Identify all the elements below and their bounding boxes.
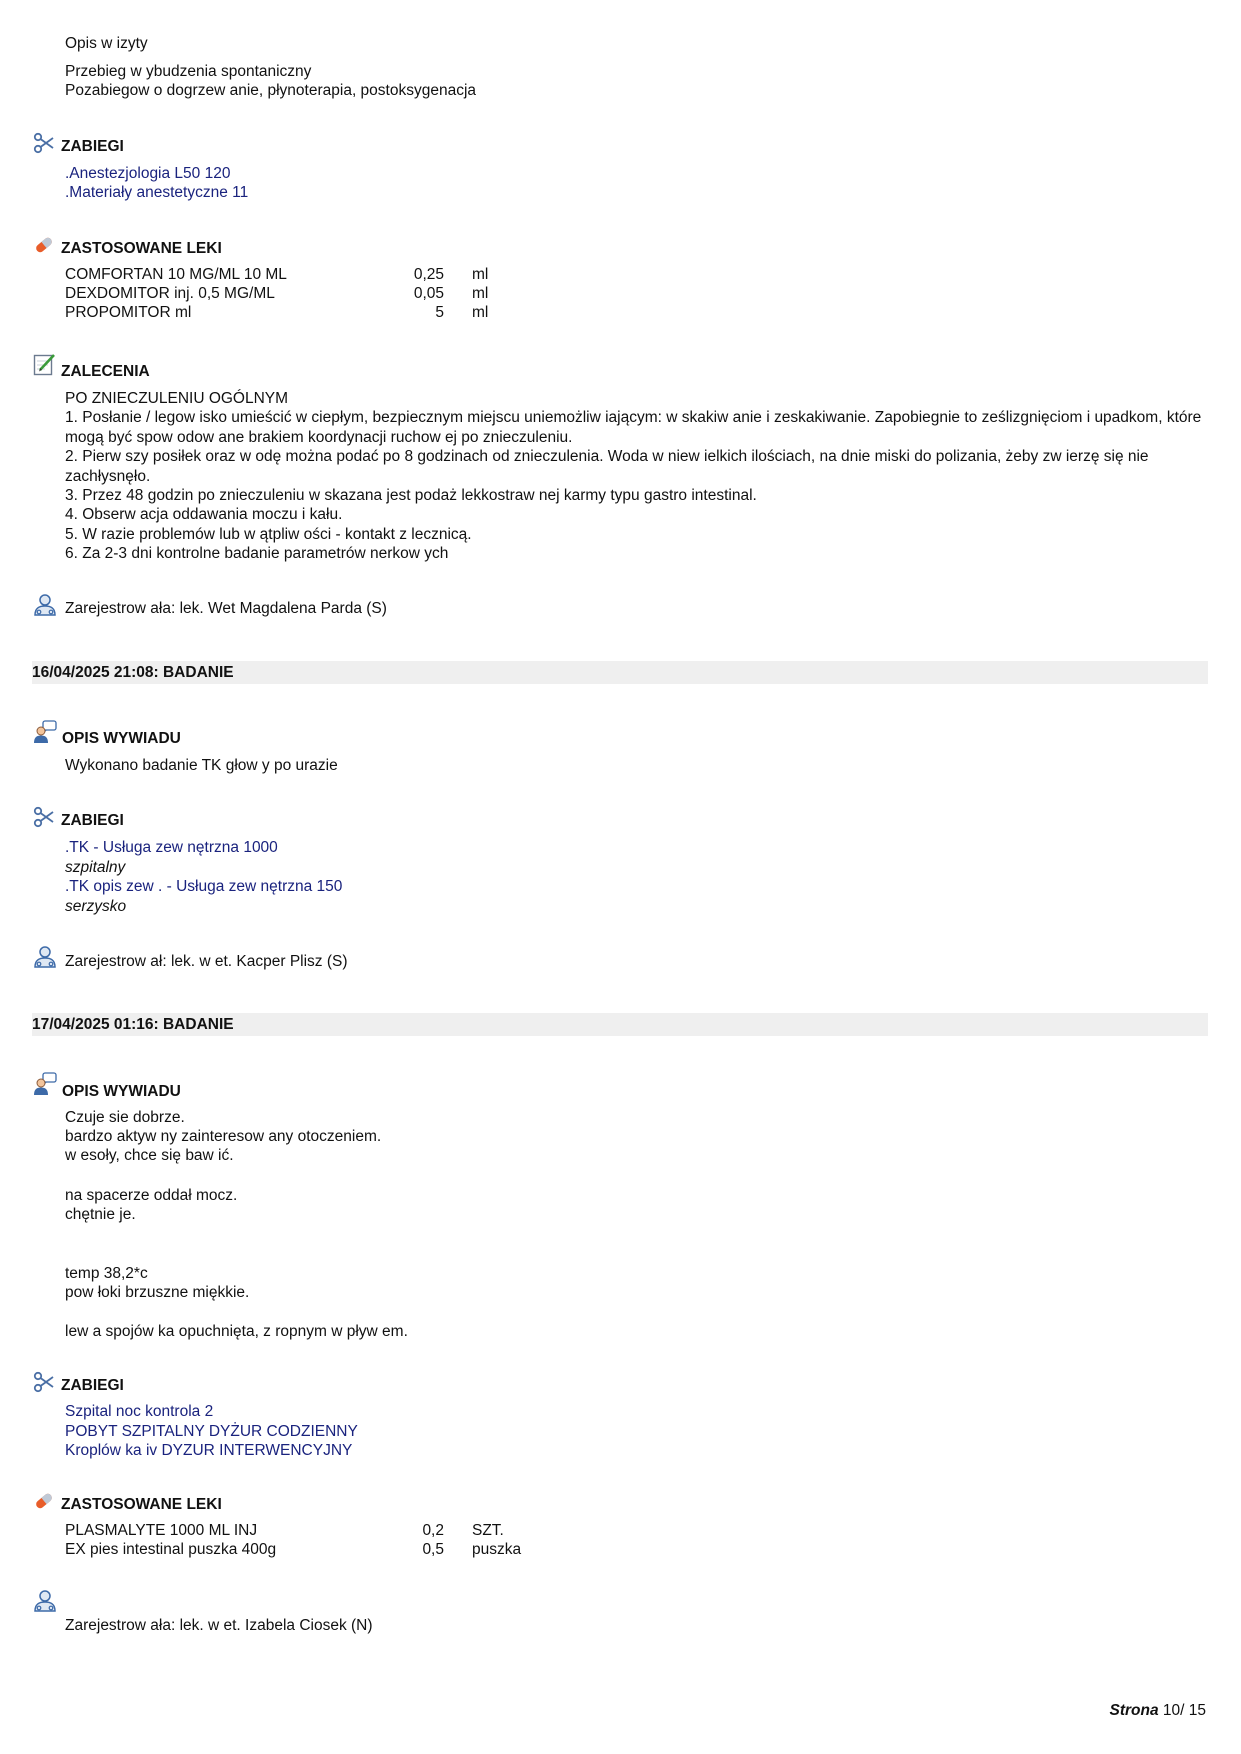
visit-description-line: Przebieg w ybudzenia spontaniczny [65, 63, 312, 80]
interview-line: Wykonano badanie TK głow y po urazie [65, 757, 338, 774]
medication-qty: 0,05 [413, 285, 444, 302]
interview-line: lew a spojów ka opuchnięta, z ropnym w pływ em. [65, 1323, 408, 1340]
procedure-item: .TK - Usługa zew nętrzna 1000 [65, 839, 278, 856]
recommendation-item: 4. Obserw acja oddawania moczu i kału. [65, 506, 343, 523]
interview-line: Czuje sie dobrze. [65, 1109, 185, 1126]
procedure-item: .TK opis zew . - Usługa zew nętrzna 150 [65, 878, 343, 895]
medication-row [65, 1540, 665, 1559]
medication-unit: SZT. [472, 1522, 504, 1539]
page-label: Strona [1109, 1702, 1159, 1719]
medication-qty: 0,5 [422, 1541, 444, 1558]
doctor-icon [33, 945, 57, 969]
visit-header-band [32, 1013, 1208, 1036]
scissors-icon [33, 132, 55, 154]
medication-name: DEXDOMITOR inj. 0,5 MG/ML [65, 285, 275, 302]
medication-qty: 5 [435, 304, 444, 321]
interview-line: pow łoki brzuszne miękkie. [65, 1284, 250, 1301]
medication-qty: 0,2 [422, 1522, 444, 1539]
scissors-icon [33, 1371, 55, 1393]
section-title-wywiad: OPIS WYWIADU [62, 1083, 181, 1100]
medication-name: PROPOMITOR ml [65, 304, 192, 321]
page-number: 10/ 15 [1162, 1702, 1206, 1719]
scissors-icon [33, 806, 55, 828]
medication-row [65, 1521, 665, 1540]
page-footer [1109, 1702, 1206, 1720]
registered-by: Zarejestrow ała: lek. w et. Izabela Ciosek (N) [65, 1617, 373, 1634]
interview-line: w esoły, chce się baw ić. [65, 1147, 234, 1164]
medication-unit: puszka [472, 1541, 522, 1558]
section-title-zalecenia: ZALECENIA [61, 363, 150, 380]
recommendation-heading: PO ZNIECZULENIU OGÓLNYM [65, 390, 289, 407]
registered-by: Zarejestrow ał: lek. w et. Kacper Plisz (S) [65, 953, 348, 970]
section-title-zabiegi: ZABIEGI [61, 138, 124, 155]
procedure-item: .Materiały anestetyczne 11 [65, 184, 249, 201]
procedure-item: Kroplów ka iv DYZUR INTERWENCYJNY [65, 1442, 353, 1459]
doctor-icon [33, 1589, 57, 1613]
section-title-leki: ZASTOSOWANE LEKI [61, 1496, 222, 1513]
interview-line: bardzo aktyw ny zainteresow any otoczeniem. [65, 1128, 382, 1145]
visit-header-band [32, 661, 1208, 684]
section-title-zabiegi: ZABIEGI [61, 812, 124, 829]
procedure-note: serzysko [65, 898, 127, 915]
medication-unit: ml [472, 285, 489, 302]
section-title-wywiad: OPIS WYWIADU [62, 730, 181, 747]
medication-unit: ml [472, 266, 489, 283]
procedure-note: szpitalny [65, 859, 126, 876]
visit-description-line: Pozabiegow o dogrzew anie, płynoterapia, postoksygenacja [65, 82, 477, 99]
medication-row [65, 303, 665, 322]
procedure-item: Szpital noc kontrola 2 [65, 1403, 214, 1420]
section-title-zabiegi: ZABIEGI [61, 1377, 124, 1394]
section-title-leki: ZASTOSOWANE LEKI [61, 240, 222, 257]
registered-by: Zarejestrow ała: lek. Wet Magdalena Parda (S) [65, 600, 387, 617]
medication-name: PLASMALYTE 1000 ML INJ [65, 1522, 258, 1539]
visit-description-label: Opis w izyty [65, 35, 148, 52]
doctor-icon [33, 593, 57, 617]
procedure-item: POBYT SZPITALNY DYŻUR CODZIENNY [65, 1423, 358, 1440]
medication-name: COMFORTAN 10 MG/ML 10 ML [65, 266, 287, 283]
interview-line: temp 38,2*c [65, 1265, 148, 1282]
interview-line: na spacerze oddał mocz. [65, 1187, 238, 1204]
medication-row [65, 265, 665, 284]
recommendation-item: 5. W razie problemów lub w ątpliw ości - kontakt z lecznicą. [65, 526, 472, 543]
medication-unit: ml [472, 304, 489, 321]
interview-line: chętnie je. [65, 1206, 136, 1223]
interview-icon [33, 1072, 57, 1096]
medication-qty: 0,25 [413, 266, 444, 283]
pill-icon [33, 1490, 55, 1512]
medication-row [65, 284, 665, 303]
visit-header: 16/04/2025 21:08: BADANIE [32, 664, 234, 681]
visit-header: 17/04/2025 01:16: BADANIE [32, 1016, 234, 1033]
interview-icon [33, 720, 57, 744]
recommendation-item: 2. Pierw szy posiłek oraz w odę można podać po 8 godzinach od znieczulenia. Woda w niew ielkich ilościach, na dnie miski do polizania, żeby zw ierzę się nie zachłysnęło. [65, 448, 1149, 485]
medication-name: EX pies intestinal puszka 400g [65, 1541, 277, 1558]
recommendation-item: 1. Posłanie / legow isko umieścić w ciepłym, bezpiecznym miejscu uniemożliw iającym: w skakiw anie i zeskakiwanie. Zapobiegnie to ześlizgnięciom i upadkom, które mogą być spow odow ane brakiem koordynacji ruchow ej po znieczuleniu. [65, 409, 1202, 446]
recommendation-item: 3. Przez 48 godzin po znieczuleniu w skazana jest podaż lekkostraw nej karmy typu gastro intestinal. [65, 487, 757, 504]
pill-icon [33, 234, 55, 256]
procedure-item: .Anestezjologia L50 120 [65, 165, 231, 182]
notepad-icon [33, 352, 57, 376]
recommendation-item: 6. Za 2-3 dni kontrolne badanie parametrów nerkow ych [65, 545, 449, 562]
